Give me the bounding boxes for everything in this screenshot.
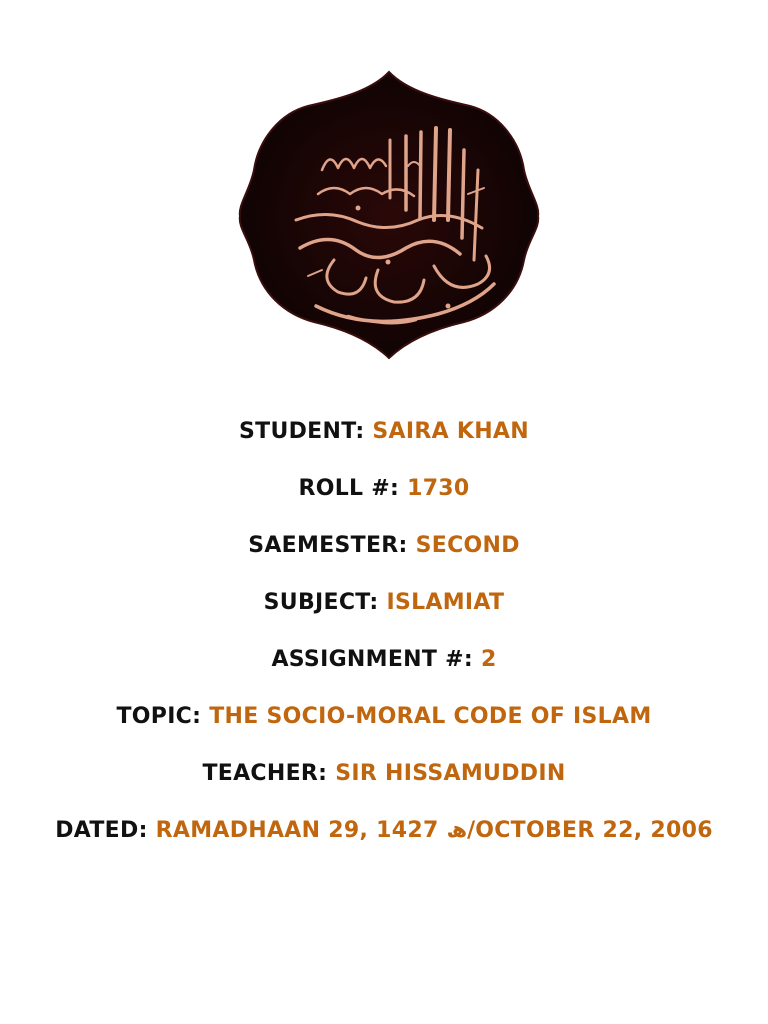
semester-label: SAEMESTER: (248, 533, 416, 558)
roll-label: ROLL #: (298, 476, 408, 501)
assignment-label: ASSIGNMENT #: (271, 647, 481, 672)
teacher-value: SIR HISSAMUDDIN (335, 761, 566, 786)
roll-value: 1730 (407, 476, 470, 501)
roll-line (0, 475, 768, 503)
semester-line (0, 532, 768, 560)
assignment-line (0, 646, 768, 674)
student-label: STUDENT: (239, 419, 373, 444)
dated-label: DATED: (55, 818, 156, 843)
teacher-line (0, 760, 768, 788)
subject-label: SUBJECT: (263, 590, 387, 615)
assignment-value: 2 (480, 647, 497, 672)
topic-line (0, 703, 768, 731)
teacher-label: TEACHER: (202, 761, 336, 786)
topic-value: THE SOCIO-MORAL CODE OF ISLAM (209, 704, 652, 729)
assignment-details (0, 418, 768, 874)
calligraphy-emblem (238, 70, 540, 360)
dated-line (54, 817, 714, 845)
semester-value: SECOND (415, 533, 520, 558)
student-value: SAIRA KHAN (372, 419, 529, 444)
subject-value: ISLAMIAT (386, 590, 505, 615)
kalima-calligraphy-icon (238, 70, 540, 360)
subject-line (0, 589, 768, 617)
topic-label: TOPIC: (116, 704, 210, 729)
dated-value: RAMADHAAN 29, 1427 ھ/OCTOBER 22, 2006 (155, 818, 713, 843)
student-line (0, 418, 768, 446)
